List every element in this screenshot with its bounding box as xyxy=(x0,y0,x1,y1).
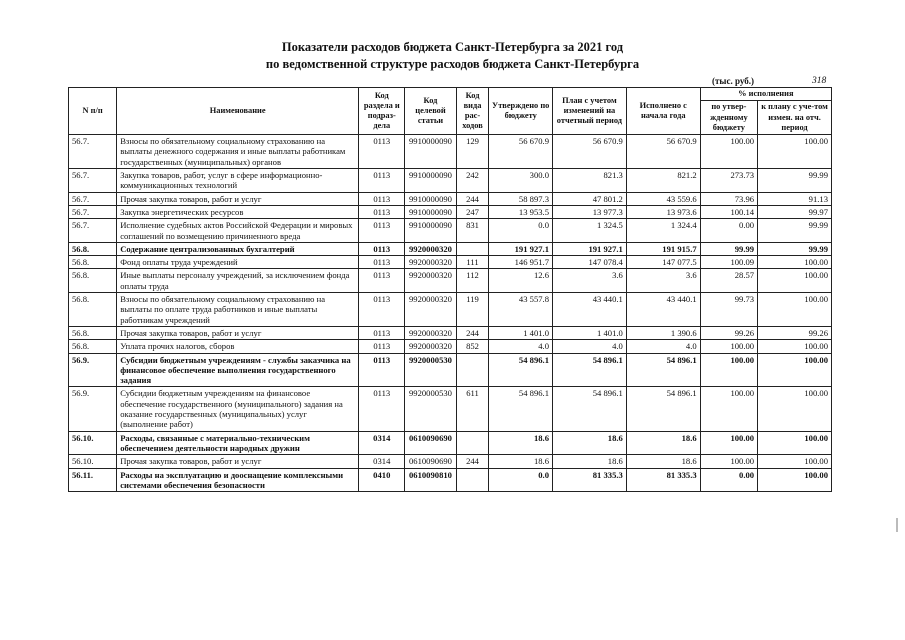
row-kind-code: 244 xyxy=(456,192,489,205)
scan-edge-mark xyxy=(896,518,898,532)
row-approved: 146 951.7 xyxy=(489,256,553,269)
row-pct-approved: 0.00 xyxy=(700,468,757,492)
row-pct-plan: 100.00 xyxy=(758,431,832,455)
table-row xyxy=(69,242,832,255)
row-plan: 13 977.3 xyxy=(553,205,627,218)
row-num: 56.8. xyxy=(69,340,117,353)
table-row xyxy=(69,468,832,492)
row-name: Исполнение судебных актов Российской Федерации и мировых соглашений по возмещению причиненного вреда xyxy=(117,219,359,243)
row-executed: 18.6 xyxy=(626,455,700,468)
row-num: 56.8. xyxy=(69,256,117,269)
row-kind-code: 244 xyxy=(456,455,489,468)
header-approved: Утверждено по бюджету xyxy=(489,88,553,135)
row-section-code: 0113 xyxy=(359,340,405,353)
table-row xyxy=(69,353,832,387)
row-pct-approved: 73.96 xyxy=(700,192,757,205)
row-kind-code: 244 xyxy=(456,326,489,339)
row-section-code: 0113 xyxy=(359,256,405,269)
row-pct-plan: 99.99 xyxy=(758,242,832,255)
header-plan: План с учетом изменений на отчетный период xyxy=(553,88,627,135)
row-plan: 1 401.0 xyxy=(553,326,627,339)
row-name: Уплата прочих налогов, сборов xyxy=(117,340,359,353)
row-num: 56.7. xyxy=(69,192,117,205)
row-approved: 54 896.1 xyxy=(489,353,553,387)
row-pct-plan: 100.00 xyxy=(758,455,832,468)
row-pct-plan: 99.26 xyxy=(758,326,832,339)
row-plan: 3.6 xyxy=(553,269,627,293)
row-approved: 13 953.5 xyxy=(489,205,553,218)
header-pct-approved: по утвер-жденному бюджету xyxy=(700,101,757,135)
row-pct-plan: 100.00 xyxy=(758,468,832,492)
row-target-code: 9910000090 xyxy=(405,192,456,205)
row-plan: 191 927.1 xyxy=(553,242,627,255)
row-pct-approved: 100.09 xyxy=(700,256,757,269)
row-section-code: 0113 xyxy=(359,353,405,387)
row-kind-code xyxy=(456,431,489,455)
row-section-code: 0113 xyxy=(359,269,405,293)
row-approved: 56 670.9 xyxy=(489,135,553,169)
row-name: Субсидии бюджетным учреждениям - службы заказчика на финансовое обеспечение выполнения государственного задания xyxy=(117,353,359,387)
row-target-code: 9910000090 xyxy=(405,205,456,218)
row-pct-approved: 0.00 xyxy=(700,219,757,243)
row-pct-plan: 99.99 xyxy=(758,169,832,193)
row-num: 56.8. xyxy=(69,269,117,293)
row-num: 56.8. xyxy=(69,326,117,339)
row-kind-code: 852 xyxy=(456,340,489,353)
row-name: Фонд оплаты труда учреждений xyxy=(117,256,359,269)
row-name: Закупка энергетических ресурсов xyxy=(117,205,359,218)
row-num: 56.10. xyxy=(69,431,117,455)
row-pct-approved: 99.73 xyxy=(700,293,757,327)
row-pct-approved: 100.00 xyxy=(700,340,757,353)
row-pct-approved: 99.26 xyxy=(700,326,757,339)
table-row xyxy=(69,169,832,193)
row-plan: 1 324.5 xyxy=(553,219,627,243)
row-section-code: 0113 xyxy=(359,242,405,255)
row-executed: 1 390.6 xyxy=(626,326,700,339)
header-target: Код целевой статьи xyxy=(405,88,456,135)
row-num: 56.8. xyxy=(69,242,117,255)
row-pct-plan: 100.00 xyxy=(758,256,832,269)
row-target-code: 0610090690 xyxy=(405,455,456,468)
row-plan: 18.6 xyxy=(553,431,627,455)
row-section-code: 0314 xyxy=(359,455,405,468)
row-pct-approved: 100.00 xyxy=(700,455,757,468)
row-name: Взносы по обязательному социальному страхованию на выплаты по оплате труда работников и иные выплаты работникам учреждений xyxy=(117,293,359,327)
table-row xyxy=(69,205,832,218)
row-approved: 191 927.1 xyxy=(489,242,553,255)
row-executed: 56 670.9 xyxy=(626,135,700,169)
row-approved: 18.6 xyxy=(489,455,553,468)
report-title: Показатели расходов бюджета Санкт-Петербурга за 2021 год xyxy=(281,40,624,54)
row-name: Иные выплаты персоналу учреждений, за исключением фонда оплаты труда xyxy=(117,269,359,293)
row-pct-approved: 100.00 xyxy=(700,135,757,169)
row-pct-approved: 100.14 xyxy=(700,205,757,218)
row-executed: 18.6 xyxy=(626,431,700,455)
row-pct-approved: 273.73 xyxy=(700,169,757,193)
row-target-code: 0610090810 xyxy=(405,468,456,492)
row-plan: 56 670.9 xyxy=(553,135,627,169)
row-pct-plan: 100.00 xyxy=(758,293,832,327)
row-kind-code: 247 xyxy=(456,205,489,218)
row-pct-plan: 100.00 xyxy=(758,135,832,169)
budget-table xyxy=(68,87,832,492)
row-plan: 47 801.2 xyxy=(553,192,627,205)
row-executed: 821.2 xyxy=(626,169,700,193)
table-row xyxy=(69,387,832,431)
row-pct-approved: 100.00 xyxy=(700,387,757,431)
row-pct-approved: 28.57 xyxy=(700,269,757,293)
table-row xyxy=(69,340,832,353)
table-row xyxy=(69,219,832,243)
row-executed: 1 324.4 xyxy=(626,219,700,243)
row-kind-code: 119 xyxy=(456,293,489,327)
row-num: 56.7. xyxy=(69,135,117,169)
row-name: Расходы на эксплуатацию и дооснащение комплексными системами обеспечения безопасности xyxy=(117,468,359,492)
table-row xyxy=(69,256,832,269)
row-target-code: 9910000090 xyxy=(405,169,456,193)
row-num: 56.9. xyxy=(69,387,117,431)
header-num: N п/п xyxy=(69,88,117,135)
header-section: Код раздела и подраз-дела xyxy=(359,88,405,135)
row-approved: 43 557.8 xyxy=(489,293,553,327)
row-executed: 3.6 xyxy=(626,269,700,293)
row-approved: 54 896.1 xyxy=(489,387,553,431)
row-section-code: 0113 xyxy=(359,135,405,169)
row-executed: 191 915.7 xyxy=(626,242,700,255)
row-target-code: 0610090690 xyxy=(405,431,456,455)
table-row xyxy=(69,326,832,339)
row-executed: 147 077.5 xyxy=(626,256,700,269)
table-row xyxy=(69,293,832,327)
row-executed: 4.0 xyxy=(626,340,700,353)
row-executed: 13 973.6 xyxy=(626,205,700,218)
row-pct-approved: 99.99 xyxy=(700,242,757,255)
row-approved: 1 401.0 xyxy=(489,326,553,339)
row-section-code: 0113 xyxy=(359,326,405,339)
header-kind: Код вида рас-ходов xyxy=(456,88,489,135)
table-row xyxy=(69,269,832,293)
row-section-code: 0113 xyxy=(359,169,405,193)
row-approved: 58 897.3 xyxy=(489,192,553,205)
row-executed: 81 335.3 xyxy=(626,468,700,492)
row-target-code: 9920000530 xyxy=(405,353,456,387)
header-name: Наименование xyxy=(117,88,359,135)
table-row xyxy=(69,135,832,169)
row-kind-code: 242 xyxy=(456,169,489,193)
row-target-code: 9920000320 xyxy=(405,293,456,327)
header-executed: Исполнено с начала года xyxy=(626,88,700,135)
table-row xyxy=(69,192,832,205)
row-executed: 43 559.6 xyxy=(626,192,700,205)
row-name: Прочая закупка товаров, работ и услуг xyxy=(117,455,359,468)
row-plan: 821.3 xyxy=(553,169,627,193)
row-pct-plan: 100.00 xyxy=(758,269,832,293)
row-num: 56.11. xyxy=(69,468,117,492)
row-target-code: 9920000320 xyxy=(405,326,456,339)
row-pct-plan: 99.99 xyxy=(758,219,832,243)
row-executed: 54 896.1 xyxy=(626,387,700,431)
table-row xyxy=(69,455,832,468)
row-executed: 54 896.1 xyxy=(626,353,700,387)
row-approved: 12.6 xyxy=(489,269,553,293)
row-plan: 18.6 xyxy=(553,455,627,468)
row-num: 56.7. xyxy=(69,169,117,193)
row-target-code: 9920000320 xyxy=(405,242,456,255)
row-pct-plan: 91.13 xyxy=(758,192,832,205)
row-name: Взносы по обязательному социальному страхованию на выплаты денежного содержания и иные выплаты работникам государственных (муниципальных) органов xyxy=(117,135,359,169)
row-section-code: 0314 xyxy=(359,431,405,455)
row-num: 56.8. xyxy=(69,293,117,327)
row-kind-code: 112 xyxy=(456,269,489,293)
row-name: Прочая закупка товаров, работ и услуг xyxy=(117,192,359,205)
row-section-code: 0410 xyxy=(359,468,405,492)
row-kind-code: 129 xyxy=(456,135,489,169)
row-target-code: 9920000320 xyxy=(405,256,456,269)
page-number: 318 xyxy=(812,76,827,86)
row-target-code: 9920000320 xyxy=(405,340,456,353)
row-section-code: 0113 xyxy=(359,205,405,218)
row-approved: 0.0 xyxy=(489,219,553,243)
row-pct-plan: 100.00 xyxy=(758,387,832,431)
row-section-code: 0113 xyxy=(359,387,405,431)
row-num: 56.9. xyxy=(69,353,117,387)
header-pct-group: % исполнения xyxy=(700,88,831,101)
row-pct-plan: 99.97 xyxy=(758,205,832,218)
row-name: Закупка товаров, работ, услуг в сфере информационно-коммуникационных технологий xyxy=(117,169,359,193)
row-kind-code: 611 xyxy=(456,387,489,431)
row-plan: 4.0 xyxy=(553,340,627,353)
row-target-code: 9910000090 xyxy=(405,219,456,243)
row-target-code: 9910000090 xyxy=(405,135,456,169)
row-num: 56.7. xyxy=(69,219,117,243)
row-approved: 300.0 xyxy=(489,169,553,193)
row-kind-code xyxy=(456,353,489,387)
row-section-code: 0113 xyxy=(359,219,405,243)
row-kind-code xyxy=(456,468,489,492)
row-kind-code xyxy=(456,242,489,255)
row-plan: 43 440.1 xyxy=(553,293,627,327)
row-name: Содержание централизованных бухгалтерий xyxy=(117,242,359,255)
row-name: Прочая закупка товаров, работ и услуг xyxy=(117,326,359,339)
row-pct-approved: 100.00 xyxy=(700,431,757,455)
row-section-code: 0113 xyxy=(359,192,405,205)
row-target-code: 9920000320 xyxy=(405,269,456,293)
row-pct-plan: 100.00 xyxy=(758,340,832,353)
row-target-code: 9920000530 xyxy=(405,387,456,431)
row-pct-approved: 100.00 xyxy=(700,353,757,387)
row-executed: 43 440.1 xyxy=(626,293,700,327)
row-pct-plan: 100.00 xyxy=(758,353,832,387)
row-approved: 4.0 xyxy=(489,340,553,353)
row-num: 56.7. xyxy=(69,205,117,218)
row-name: Расходы, связанные с материально-техническим обеспечением деятельности народных дружин xyxy=(117,431,359,455)
row-approved: 0.0 xyxy=(489,468,553,492)
row-section-code: 0113 xyxy=(359,293,405,327)
units-label: (тыс. руб.) xyxy=(712,76,754,86)
report-subtitle: по ведомственной структуре расходов бюджета Санкт-Петербурга xyxy=(265,57,640,71)
header-pct-plan: к плану с уче-том измен. на отч. период xyxy=(758,101,832,135)
row-kind-code: 831 xyxy=(456,219,489,243)
row-kind-code: 111 xyxy=(456,256,489,269)
row-num: 56.10. xyxy=(69,455,117,468)
row-plan: 147 078.4 xyxy=(553,256,627,269)
row-name: Субсидии бюджетным учреждениям на финансовое обеспечение государственного (муниципального) задания на оказание государственных (муниципальных) услуг (выполнение работ) xyxy=(117,387,359,431)
row-approved: 18.6 xyxy=(489,431,553,455)
row-plan: 54 896.1 xyxy=(553,387,627,431)
row-plan: 81 335.3 xyxy=(553,468,627,492)
row-plan: 54 896.1 xyxy=(553,353,627,387)
table-row xyxy=(69,431,832,455)
